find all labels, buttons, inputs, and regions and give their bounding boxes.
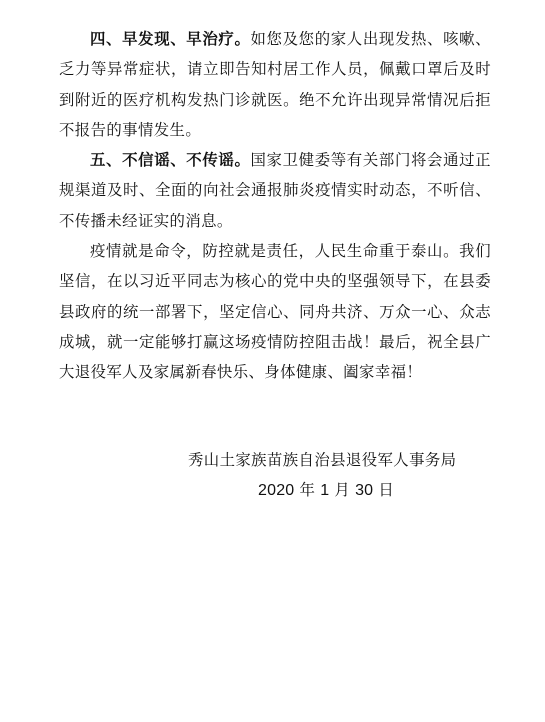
signature-date [258,479,394,502]
paragraph-no-rumors [59,145,491,236]
paragraph-closing [59,236,491,387]
date-year-unit: 年 [299,481,316,499]
date-month: 1 [320,482,330,499]
signature-org: 秀山土家族苗族自治县退役军人事务局 [188,451,457,469]
notice-body [59,24,491,388]
date-day-unit: 日 [378,481,394,499]
paragraph-heading: 五、不信谣、不传谣。 [90,151,251,170]
date-day: 30 [355,482,374,499]
date-year: 2020 [258,482,295,499]
paragraph-text: 国家卫健委等有关部门将会通过正规渠道及时、全面的向社会通报肺炎疫情实时动态，不听信、不传播未经证实的消息。 [59,151,491,230]
paragraph-heading: 四、早发现、早治疗。 [90,30,251,48]
paragraph-text: 疫情就是命令，防控就是责任，人民生命重于泰山。我们坚信，在以习近平同志为核心的党中央的坚强领导下，在县委县政府的统一部署下，坚定信心、同舟共济、万众一心、众志成城，就一定能够打赢这场疫情防控阻击战！最后，祝全县广大退役军人及家属新春快乐、身体健康、阖家幸福！ [59,242,491,382]
paragraph-text: 如您及您的家人出现发热、咳嗽、乏力等异常症状，请立即告知村居工作人员，佩戴口罩后及时到附近的医疗机构发热门诊就医。绝不允许出现异常情况后拒不报告的事情发生。 [59,30,491,139]
paragraph-early-detection [59,24,491,145]
date-month-unit: 月 [334,481,350,499]
